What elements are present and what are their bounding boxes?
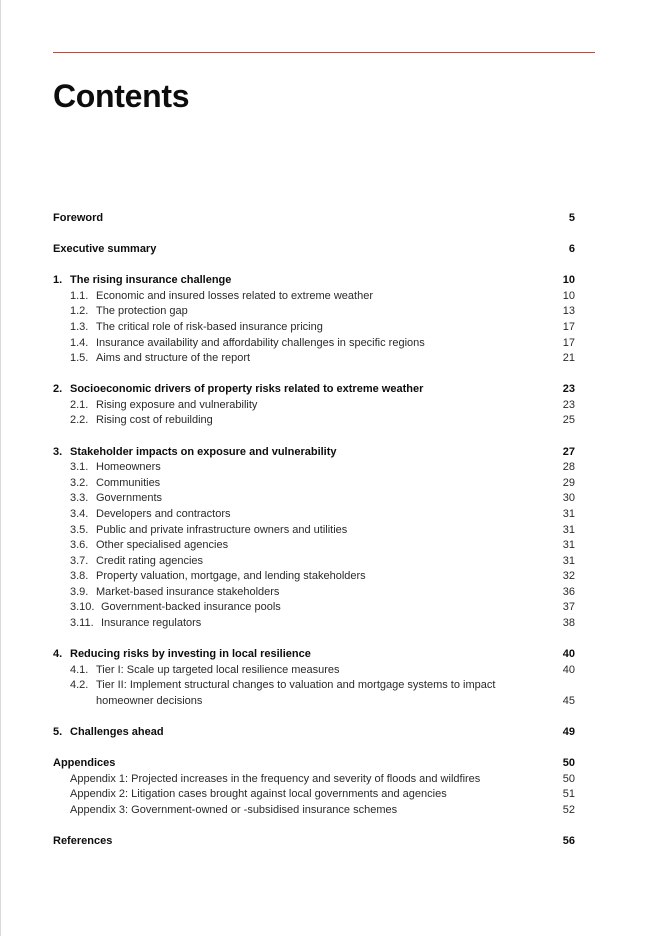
- toc-entry-number: 3.7.: [70, 554, 89, 567]
- toc-entry-number: 2.: [53, 383, 63, 396]
- toc-entry-label: Communities: [96, 476, 161, 489]
- toc-entry-label: Socioeconomic drivers of property risks related to extreme weather: [70, 383, 424, 396]
- toc-entry-appendices[interactable]: [53, 756, 575, 772]
- toc-entry-1-4[interactable]: [53, 336, 575, 352]
- toc-entry-number: 3.3.: [70, 492, 89, 505]
- toc-entry-label: Market-based insurance stakeholders: [96, 585, 280, 598]
- toc-entry-3-10[interactable]: [53, 600, 575, 616]
- toc-entry-label: Credit rating agencies: [96, 554, 204, 567]
- toc-entry-number: 2.2.: [70, 414, 89, 427]
- toc-entry-page: 32: [562, 570, 575, 583]
- toc-entry-label: Appendix 1: Projected increases in the frequency and severity of floods and wildfires: [70, 772, 481, 785]
- toc-entry-label: Insurance regulators: [101, 617, 202, 630]
- toc-section-references: [53, 834, 575, 850]
- toc-entry-page: 6: [568, 243, 575, 256]
- toc-entry-label: Tier II: Implement structural changes to valuation and mortgage systems to impact homeowner decisions: [96, 679, 496, 707]
- toc-entry-number: 3.1.: [70, 461, 89, 474]
- toc-entry-appendix-2[interactable]: [53, 787, 575, 803]
- toc-entry-3-11[interactable]: [53, 616, 575, 632]
- page-edge: [0, 0, 1, 936]
- toc-entry-page: 31: [562, 507, 575, 520]
- toc-section-executive-summary: [53, 242, 575, 258]
- toc-entry-number: 3.10.: [70, 601, 95, 614]
- toc-entry-label: Rising cost of rebuilding: [96, 414, 213, 427]
- toc-entry-appendix-1[interactable]: [53, 772, 575, 788]
- toc-entry-section-3[interactable]: [53, 445, 575, 461]
- toc-entry-page: 31: [562, 539, 575, 552]
- toc-entry-page: 50: [562, 757, 575, 770]
- toc-section-1: [53, 273, 575, 367]
- toc-entry-4-1[interactable]: [53, 663, 575, 679]
- toc-entry-section-2[interactable]: [53, 382, 575, 398]
- toc-entry-label: Stakeholder impacts on exposure and vulnerability: [70, 445, 337, 458]
- toc-entry-number: 3.4.: [70, 507, 89, 520]
- toc-entry-3-2[interactable]: [53, 476, 575, 492]
- toc-entry-page: 40: [562, 648, 575, 661]
- toc-entry-label: Insurance availability and affordability challenges in specific regions: [96, 336, 425, 349]
- toc-entry-number: 4.2.: [70, 679, 89, 692]
- toc-entry-label: Challenges ahead: [70, 726, 164, 739]
- toc-entry-number: 3.2.: [70, 476, 89, 489]
- toc-entry-section-5[interactable]: [53, 725, 575, 741]
- toc-entry-number: 3.: [53, 445, 63, 458]
- toc-entry-page: 17: [562, 320, 575, 333]
- toc-entry-page: 21: [562, 352, 575, 365]
- toc-entry-1-1[interactable]: [53, 289, 575, 305]
- toc-entry-page: 37: [562, 601, 575, 614]
- toc-entry-label: Appendix 3: Government-owned or -subsidised insurance schemes: [70, 803, 398, 816]
- page-title: Contents: [53, 78, 190, 114]
- toc-entry-3-5[interactable]: [53, 523, 575, 539]
- toc-entry-page: 23: [562, 383, 575, 396]
- toc-entry-executive-summary[interactable]: [53, 242, 575, 258]
- toc-entry-number: 3.6.: [70, 539, 89, 552]
- toc-entry-label: Reducing risks by investing in local resilience: [70, 648, 311, 661]
- toc-entry-label: Aims and structure of the report: [96, 352, 251, 365]
- toc-entry-page: 17: [562, 336, 575, 349]
- toc-entry-page: 25: [562, 414, 575, 427]
- toc-section-foreword: [53, 211, 575, 227]
- toc-entry-page: 28: [562, 461, 575, 474]
- toc-entry-2-1[interactable]: [53, 398, 575, 414]
- toc-entry-1-3[interactable]: [53, 320, 575, 336]
- toc-entry-label: Homeowners: [96, 461, 161, 474]
- toc-entry-4-2[interactable]: [53, 678, 575, 709]
- toc-entry-page: 56: [562, 835, 575, 847]
- toc-entry-page: 51: [562, 788, 575, 801]
- toc-entry-page: 40: [562, 663, 575, 676]
- toc-entry-label: Foreword: [53, 212, 104, 224]
- toc-entry-label: The critical role of risk-based insurance pricing: [96, 320, 323, 333]
- toc-entry-number: 3.8.: [70, 570, 89, 583]
- toc-entry-number: 1.: [53, 274, 63, 287]
- toc-entry-3-6[interactable]: [53, 538, 575, 554]
- toc-entry-3-3[interactable]: [53, 491, 575, 507]
- toc-entry-3-9[interactable]: [53, 585, 575, 601]
- toc-entry-section-4[interactable]: [53, 647, 575, 663]
- toc-entry-label: References: [53, 835, 113, 847]
- toc-entry-1-2[interactable]: [53, 304, 575, 320]
- toc-section-5: [53, 725, 575, 741]
- toc-entry-3-1[interactable]: [53, 460, 575, 476]
- toc-entry-page: 10: [562, 274, 575, 287]
- toc-entry-number: 3.11.: [70, 617, 94, 630]
- toc-entry-page: 27: [562, 445, 575, 458]
- toc-section-2: [53, 382, 575, 429]
- toc-entry-page: 31: [562, 554, 575, 567]
- toc-entry-section-1[interactable]: [53, 273, 575, 289]
- toc-entry-number: 3.9.: [70, 585, 89, 598]
- toc-entry-number: 1.5.: [70, 352, 89, 365]
- toc-entry-number: 1.1.: [70, 289, 89, 302]
- toc-section-3: [53, 445, 575, 632]
- table-of-contents: [53, 211, 575, 865]
- toc-entry-label: Public and private infrastructure owners and utilities: [96, 523, 348, 536]
- toc-entry-3-8[interactable]: [53, 569, 575, 585]
- toc-entry-page: 49: [562, 726, 575, 739]
- toc-entry-page: 30: [562, 492, 575, 505]
- toc-entry-page: 50: [562, 772, 575, 785]
- toc-entry-label: Tier I: Scale up targeted local resilience measures: [96, 663, 340, 676]
- toc-entry-label: Rising exposure and vulnerability: [96, 398, 258, 411]
- toc-entry-number: 5.: [53, 726, 63, 739]
- toc-entry-label: Other specialised agencies: [96, 539, 229, 552]
- toc-entry-page: 45: [562, 694, 575, 707]
- toc-entry-page: 23: [562, 398, 575, 411]
- toc-section-4: [53, 647, 575, 709]
- toc-entry-references[interactable]: [53, 834, 575, 850]
- toc-entry-page: 5: [568, 212, 575, 224]
- toc-entry-2-2[interactable]: [53, 413, 575, 429]
- toc-entry-number: 4.: [53, 648, 63, 661]
- toc-entry-3-4[interactable]: [53, 507, 575, 523]
- toc-entry-appendix-3[interactable]: [53, 803, 575, 819]
- toc-entry-label: Developers and contractors: [96, 507, 231, 520]
- toc-entry-number: 3.5.: [70, 523, 89, 536]
- toc-entry-label: Appendices: [53, 757, 116, 770]
- toc-entry-number: 1.2.: [70, 305, 89, 318]
- toc-entry-number: 2.1.: [70, 398, 89, 411]
- toc-entry-page: 52: [562, 803, 575, 816]
- toc-entry-number: 4.1.: [70, 663, 89, 676]
- toc-entry-label: Property valuation, mortgage, and lending stakeholders: [96, 570, 366, 583]
- toc-entry-label: The rising insurance challenge: [70, 274, 232, 287]
- toc-section-appendices: [53, 756, 575, 818]
- toc-entry-3-7[interactable]: [53, 554, 575, 570]
- toc-entry-number: 1.3.: [70, 320, 89, 333]
- toc-entry-label: Governments: [96, 492, 163, 505]
- header-rule: [53, 52, 595, 53]
- toc-entry-page: 38: [562, 617, 575, 630]
- toc-entry-page: 36: [562, 585, 575, 598]
- toc-entry-1-5[interactable]: [53, 351, 575, 367]
- toc-entry-page: 13: [562, 305, 575, 318]
- toc-entry-foreword[interactable]: [53, 211, 575, 227]
- toc-entry-page: 31: [562, 523, 575, 536]
- toc-entry-number: 1.4.: [70, 336, 89, 349]
- toc-entry-label: Government-backed insurance pools: [101, 601, 281, 614]
- toc-entry-page: 29: [562, 476, 575, 489]
- toc-entry-label: Executive summary: [53, 243, 157, 256]
- toc-entry-label: Appendix 2: Litigation cases brought against local governments and agencies: [70, 788, 447, 801]
- toc-entry-label: Economic and insured losses related to extreme weather: [96, 289, 373, 302]
- toc-entry-page: 10: [562, 289, 575, 302]
- toc-entry-label: The protection gap: [96, 305, 188, 318]
